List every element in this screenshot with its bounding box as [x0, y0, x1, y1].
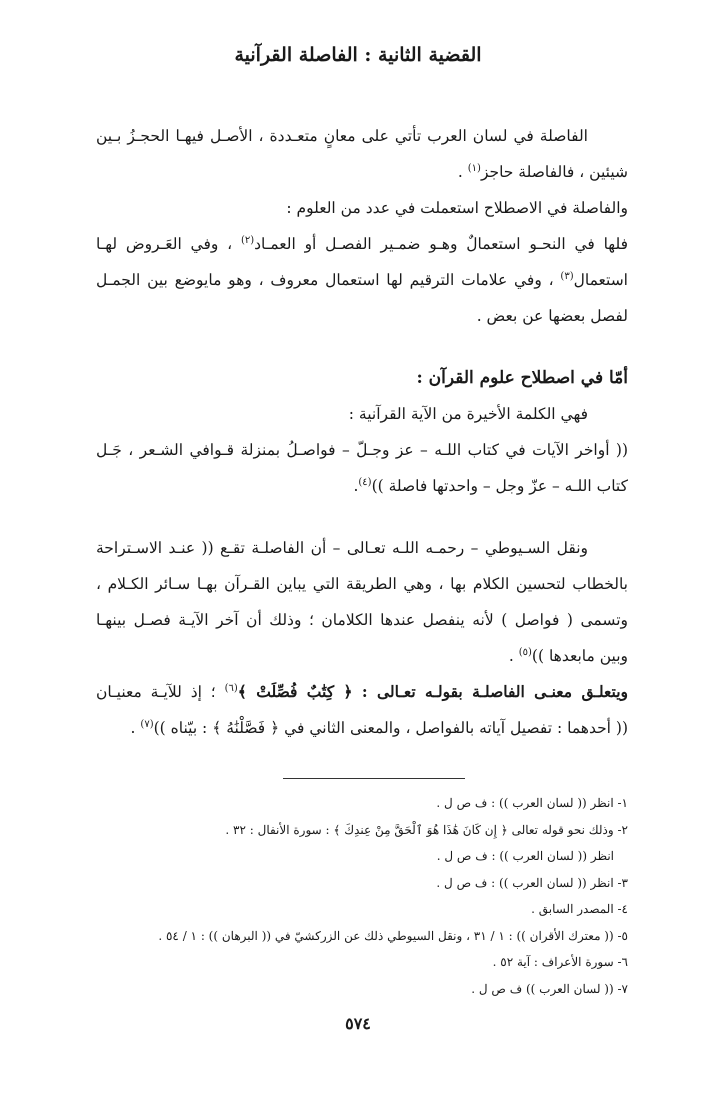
text-span: ، وفي علامات الترقيم لها استعمال معروف ، وهو مايوضع بين الجمـل	[96, 271, 561, 289]
footnote-ref-1[interactable]: (١)	[467, 162, 481, 174]
text-span: كتاب اللـه – عزّ وجل – واحدتها فاصلة ))	[371, 477, 628, 495]
paragraph-line: وتسمى ( فواصل ) لأنه ينفصل عندها الكلامان ؛ وذلك أن آخر الآيـة فصـل بينهـا	[96, 611, 628, 629]
section-heading: أمّا في اصطلاح علوم القرآن :	[416, 368, 628, 388]
text-span: شيئين ، فالفاصلة حاجز	[480, 163, 628, 181]
footnote-7: ٧- (( لسان العرب )) ف ص ل .	[471, 981, 628, 996]
paragraph-line: لفصل بعضها عن بعض .	[476, 307, 628, 325]
footnote-5: ٥- (( معترك الأقران )) : ١ / ٣١ ، ونقل السيوطي ذلك عن الزركشيّ في (( البرهان )) : ١ / ٥٤ .	[158, 928, 628, 943]
page-title: القضية الثانية : الفاصلة القرآنية	[234, 44, 482, 66]
footnote-divider	[283, 778, 465, 779]
quran-quote: ويتعلـق معنـى الفاصلـة بقولـه تعـالى : ﴿ كِتَٰبٌ فُصِّلَتْ ﴾	[237, 682, 628, 701]
paragraph-line: فهي الكلمة الأخيرة من الآية القرآنية :	[348, 405, 588, 423]
text-span: .	[130, 719, 141, 737]
text-span: فلها في النحـو استعمالٌ وهـو ضمـير الفصـل أو العمـاد	[254, 235, 628, 253]
footnote-3: ٣- انظر (( لسان العرب )) : ف ص ل .	[436, 875, 628, 890]
footnote-4: ٤- المصدر السابق .	[531, 902, 628, 916]
text-span: .	[353, 477, 359, 495]
footnote-1: ١- انظر (( لسان العرب )) : ف ص ل .	[436, 796, 628, 810]
paragraph-line: والفاصلة في الاصطلاح استعملت في عدد من العلوم :	[286, 199, 628, 217]
text-span: .	[508, 647, 519, 665]
paragraph-line	[96, 226, 628, 262]
footnote-2: ٢- وذلك نحو قوله تعالى ﴿ إِن كَانَ هَٰذَا هُوَ ٱلْحَقَّ مِنْ عِندِكَ ﴾ : سورة الأنفال : ٣٢ .	[225, 822, 628, 837]
text-span: .	[457, 163, 468, 181]
paragraph-line	[96, 710, 628, 746]
page-number: ٥٧٤	[345, 1014, 371, 1033]
quote-line: (( أواخر الآيات في كتاب اللـه – عز وجـلّ – فواصـلُ بمنزلة قـوافي الشـعر ، جَـل	[96, 441, 628, 459]
paragraph-line	[96, 638, 628, 674]
paragraph-line: الفاصلة في لسان العرب تأتي على معانٍ متعـددة ، الأصـل فيهـا الحجـزُ بـين	[96, 127, 588, 145]
paragraph-line	[96, 262, 628, 298]
text-span: استعمال	[573, 271, 628, 289]
spacer	[96, 334, 628, 360]
text-span: ، وفي العَـروض لهـا	[96, 235, 241, 253]
paragraph-line	[96, 154, 628, 190]
footnote-ref-7[interactable]: (٧)	[140, 718, 154, 730]
footnote-ref-3[interactable]: (٣)	[560, 270, 574, 282]
text-span: وبين مابعدها ))	[531, 647, 628, 665]
footnote-6: ٦- سورة الأعراف : آية ٥٢ .	[492, 955, 628, 969]
main-text	[96, 118, 628, 746]
footnote-ref-5[interactable]: (٥)	[518, 646, 532, 658]
footnote-ref-4[interactable]: (٤)	[358, 476, 372, 488]
quote-line	[96, 468, 628, 504]
footnote-ref-2[interactable]: (٢)	[240, 234, 255, 246]
footnote-ref-6[interactable]: (٦)	[224, 682, 238, 694]
footnotes	[96, 790, 628, 1002]
paragraph-line: ونقل السـيوطي – رحمـه اللـه تعـالى – أن الفاصلـة تقـع (( عنـد الاسـتراحة	[96, 539, 588, 557]
spacer	[96, 504, 628, 530]
text-span: (( أحدهما : تفصيل آياته بالفواصل ، والمعنى الثاني في ﴿ فَصَّلْنَٰهُ ﴾ : بيّناه ))	[153, 719, 628, 737]
text-span: ؛ إذ للآيـة معنيـان	[96, 683, 225, 701]
paragraph-line: بالخطاب لتحسين الكلام بها ، وهي الطريقة التي يباين القـرآن بهـا سـائر الكـلام ،	[96, 575, 628, 593]
paragraph-line	[96, 674, 628, 710]
footnote-2-continued: انظر (( لسان العرب )) : ف ص ل .	[436, 849, 614, 863]
